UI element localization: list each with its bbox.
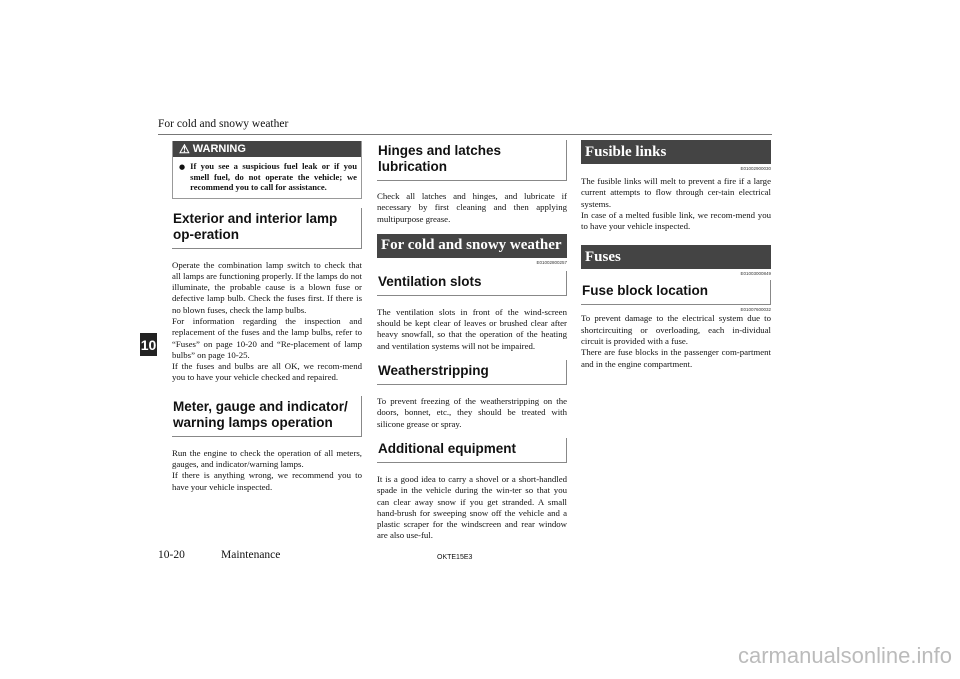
fusible-paragraph-2: In case of a melted fusible link, we recom-mend you to have your vehicle inspected.: [581, 209, 771, 232]
warning-title: WARNING: [192, 143, 246, 155]
fusible-links-heading: Fusible links: [581, 140, 771, 164]
ventilation-paragraph: The ventilation slots in front of the wind-screen should be kept clear of leaves or brushed clear after heavy snowfall, so that the operation of the heating and ventilation systems will not be impaired.: [377, 306, 567, 351]
weatherstripping-heading: Weatherstripping: [377, 360, 567, 385]
lamp-paragraph-1: Operate the combination lamp switch to check that all lamps are functioning properly. If the lamps do not illuminate, the probable cause is a blown fuse or defective lamp bulb. Check the fuses first. If there is no blown fuses, check the lamp bulbs.: [172, 259, 362, 315]
hinges-heading: Hinges and latches lubrication: [377, 140, 567, 181]
equipment-paragraph: It is a good idea to carry a shovel or a short-handled spade in the vehicle during the win-ter so that you can clear away snow if you get stranded. A small hand-brush for sweeping snow off the vehicle and a plastic scraper for the windscreen and rear window are also use-ful.: [377, 473, 567, 541]
lamp-heading: Exterior and interior lamp op-eration: [172, 208, 362, 249]
warning-text: If you see a suspicious fuel leak or if you smell fuel, do not operate the vehicle; we recommend you to call for assistance.: [190, 161, 357, 192]
hinges-paragraph: Check all latches and hinges, and lubricate if necessary by first cleaning and then applying multipurpose grease.: [377, 191, 567, 224]
meter-paragraph-2: If there is anything wrong, we recommend you to have your vehicle inspected.: [172, 470, 362, 492]
ventilation-heading: Ventilation slots: [377, 271, 567, 296]
column-left: [172, 140, 362, 493]
page-number: 10-20: [158, 549, 185, 561]
section-code: E01002900030: [740, 166, 771, 171]
equipment-heading: Additional equipment: [377, 438, 567, 463]
footer-section: Maintenance: [221, 549, 281, 561]
header-rule: [158, 134, 772, 135]
cold-weather-heading: For cold and snowy weather: [377, 234, 567, 258]
fuse-block-heading: Fuse block location: [581, 280, 771, 305]
section-code: E01003000849: [740, 271, 771, 277]
fusible-paragraph-1: The fusible links will melt to prevent a fire if a large current attempts to flow through cer-tain electrical systems.: [581, 176, 771, 209]
meter-paragraph-1: Run the engine to check the operation of all meters, gauges, and indicator/warning lamps.: [172, 447, 362, 470]
fuses-heading: Fuses: [581, 245, 771, 269]
weatherstripping-paragraph: To prevent freezing of the weatherstripping on the doors, bonnet, etc., they should be treated with silicone grease or spray.: [377, 396, 567, 429]
bullet-icon: ●: [179, 163, 186, 171]
section-code: E01002800257: [536, 259, 567, 265]
lamp-paragraph-2: For information regarding the inspection and replacement of the fuses and the lamp bulbs, refer to “Fuses” on page 10-20 and “Re-placement of lamp bulbs” on page 10-25.: [172, 315, 362, 360]
chapter-tab: 10: [140, 333, 157, 356]
fuse-block-paragraph-1: To prevent damage to the electrical system due to shortcircuiting or overloading, each in-dividual circuit is provided with a fuse.: [581, 313, 771, 347]
running-header: For cold and snowy weather: [158, 118, 289, 130]
fuse-block-paragraph-2: There are fuse blocks in the passenger com-partment and in the engine compartment.: [581, 347, 771, 369]
watermark: carmanualsonline.info: [737, 643, 952, 668]
footer-code: OKTE15E3: [437, 554, 473, 561]
warning-triangle-icon: ⚠: [179, 142, 190, 156]
warning-body: [173, 157, 361, 198]
column-middle: [377, 140, 567, 542]
lamp-paragraph-3: If the fuses and bulbs are all OK, we recom-mend you to have your vehicle checked and repaired.: [172, 361, 362, 383]
column-right: [581, 140, 771, 370]
section-code: E01007600032: [740, 307, 771, 313]
warning-box: [172, 141, 362, 199]
warning-header: [173, 141, 361, 157]
meter-heading: Meter, gauge and indicator/ warning lamps operation: [172, 396, 362, 437]
